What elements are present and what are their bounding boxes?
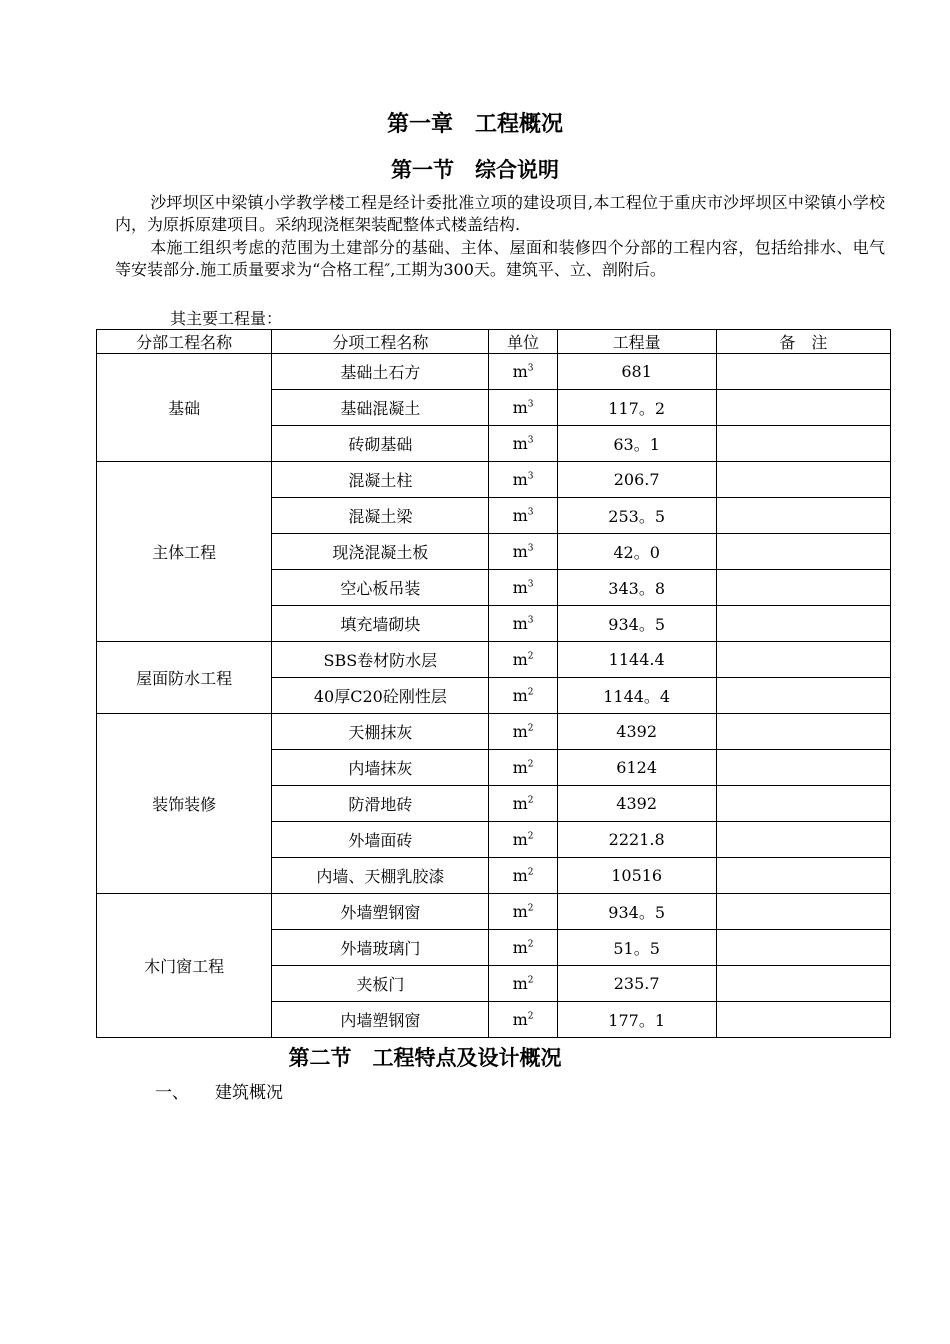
unit-exponent: 2 [527,795,534,806]
unit-cell [489,750,557,786]
quantity-cell: 934。5 [557,606,716,642]
quantity-cell: 253。5 [557,498,716,534]
quantity-cell: 63。1 [557,426,716,462]
remarks-cell [716,426,890,462]
unit-base: m [512,398,528,417]
quantity-cell: 4392 [557,786,716,822]
item-cell: 混凝土梁 [272,498,489,534]
remarks-cell [716,1002,890,1038]
unit-base: m [512,434,528,453]
item-cell: 内墙塑钢窗 [272,1002,489,1038]
section-title: 第二节 工程特点及设计概况 [288,1046,562,1070]
unit-base: m [512,686,528,705]
remarks-cell [716,534,890,570]
quantity-cell: 1144.4 [557,642,716,678]
section-title: 第一节 综合说明 [391,158,559,182]
quantity-cell: 1144。4 [557,678,716,714]
unit-cell [489,498,557,534]
item-cell: 现浇混凝土板 [272,534,489,570]
quantity-cell: 681 [557,354,716,390]
unit-base: m [512,902,528,921]
header-item: 分项工程名称 [272,330,489,354]
table-header-row [97,330,891,354]
quantity-cell: 51。5 [557,930,716,966]
unit-base: m [512,362,528,381]
item-cell: 基础土石方 [272,354,489,390]
header-division: 分部工程名称 [97,330,272,354]
unit-exponent: 3 [527,543,534,554]
table-intro: 其主要工程量： [170,309,283,328]
item-cell: 混凝土柱 [272,462,489,498]
item-cell: 40厚C20砼刚性层 [272,678,489,714]
unit-exponent: 2 [527,867,534,878]
unit-cell [489,606,557,642]
unit-exponent: 3 [527,399,534,410]
unit-cell [489,426,557,462]
table-row [97,462,891,498]
unit-exponent: 3 [527,435,534,446]
table-row [97,894,891,930]
subheading-text: 建筑概况 [215,1083,283,1103]
table-row [97,714,891,750]
table-row [97,354,891,390]
unit-base: m [512,506,528,525]
unit-base: m [512,614,528,633]
item-cell: 砖砌基础 [272,426,489,462]
unit-exponent: 3 [527,507,534,518]
remarks-cell [716,822,890,858]
unit-base: m [512,578,528,597]
remarks-cell [716,642,890,678]
unit-cell [489,930,557,966]
quantity-cell: 343。8 [557,570,716,606]
quantity-cell: 934。5 [557,894,716,930]
unit-cell [489,894,557,930]
division-cell: 屋面防水工程 [97,642,272,714]
item-cell: SBS卷材防水层 [272,642,489,678]
remarks-cell [716,498,890,534]
unit-base: m [512,650,528,669]
unit-base: m [512,758,528,777]
division-cell: 木门窗工程 [97,894,272,1038]
quantity-cell: 235.7 [557,966,716,1002]
remarks-cell [716,786,890,822]
unit-exponent: 2 [527,651,534,662]
unit-cell [489,570,557,606]
division-cell: 基础 [97,354,272,462]
remarks-cell [716,462,890,498]
unit-exponent: 3 [527,363,534,374]
division-cell: 主体工程 [97,462,272,642]
chapter-title: 第一章 工程概况 [386,112,563,137]
unit-cell [489,966,557,1002]
unit-exponent: 2 [527,831,534,842]
remarks-cell [716,930,890,966]
quantity-cell: 177。1 [557,1002,716,1038]
unit-base: m [512,938,528,957]
intro-paragraph: 沙坪坝区中梁镇小学教学楼工程是经计委批准立项的建设项目,本工程位于重庆市沙坪坝区中梁镇小学校内，为原拆原建项目。采纳现浇框架装配整体式楼盖结构. [115,193,885,234]
unit-exponent: 2 [527,1011,534,1022]
quantity-cell: 117。2 [557,390,716,426]
subheading-number: 一、 [155,1083,189,1103]
item-cell: 外墙塑钢窗 [272,894,489,930]
header-remarks: 备 注 [716,330,890,354]
quantity-cell: 10516 [557,858,716,894]
unit-cell [489,822,557,858]
remarks-cell [716,678,890,714]
quantity-cell: 2221.8 [557,822,716,858]
item-cell: 外墙玻璃门 [272,930,489,966]
unit-base: m [512,542,528,561]
unit-base: m [512,830,528,849]
quantity-cell: 4392 [557,714,716,750]
unit-exponent: 2 [527,759,534,770]
unit-cell [489,1002,557,1038]
remarks-cell [716,390,890,426]
unit-cell [489,462,557,498]
quantity-cell: 42。0 [557,534,716,570]
unit-cell [489,858,557,894]
remarks-cell [716,966,890,1002]
remarks-cell [716,354,890,390]
unit-cell [489,642,557,678]
header-quantity: 工程量 [557,330,716,354]
item-cell: 防滑地砖 [272,786,489,822]
item-cell: 填充墙砌块 [272,606,489,642]
header-unit: 单位 [489,330,557,354]
remarks-cell [716,714,890,750]
unit-cell [489,354,557,390]
item-cell: 内墙抹灰 [272,750,489,786]
unit-exponent: 3 [527,615,534,626]
quantity-cell: 6124 [557,750,716,786]
unit-base: m [512,722,528,741]
unit-base: m [512,470,528,489]
unit-exponent: 2 [527,687,534,698]
unit-exponent: 2 [527,975,534,986]
unit-cell [489,678,557,714]
unit-exponent: 3 [527,579,534,590]
item-cell: 空心板吊装 [272,570,489,606]
unit-exponent: 3 [527,471,534,482]
unit-cell [489,714,557,750]
item-cell: 基础混凝土 [272,390,489,426]
unit-base: m [512,1010,528,1029]
table-row [97,642,891,678]
division-cell: 装饰装修 [97,714,272,894]
unit-base: m [512,866,528,885]
unit-exponent: 2 [527,939,534,950]
quantities-table [96,329,891,1038]
remarks-cell [716,894,890,930]
unit-base: m [512,794,528,813]
unit-cell [489,786,557,822]
quantity-cell: 206.7 [557,462,716,498]
unit-exponent: 2 [527,903,534,914]
table-body [97,354,891,1038]
remarks-cell [716,606,890,642]
item-cell: 天棚抹灰 [272,714,489,750]
unit-cell [489,534,557,570]
subheading [155,1082,283,1104]
unit-exponent: 2 [527,723,534,734]
remarks-cell [716,750,890,786]
remarks-cell [716,858,890,894]
item-cell: 内墙、天棚乳胶漆 [272,858,489,894]
unit-cell [489,390,557,426]
unit-base: m [512,974,528,993]
remarks-cell [716,570,890,606]
item-cell: 外墙面砖 [272,822,489,858]
item-cell: 夹板门 [272,966,489,1002]
scope-paragraph: 本施工组织考虑的范围为土建部分的基础、主体、屋面和装修四个分部的工程内容，包括给排水、电气等安装部分.施工质量要求为“合格工程″,工期为300天。建筑平、立、剖附后。 [115,238,885,279]
